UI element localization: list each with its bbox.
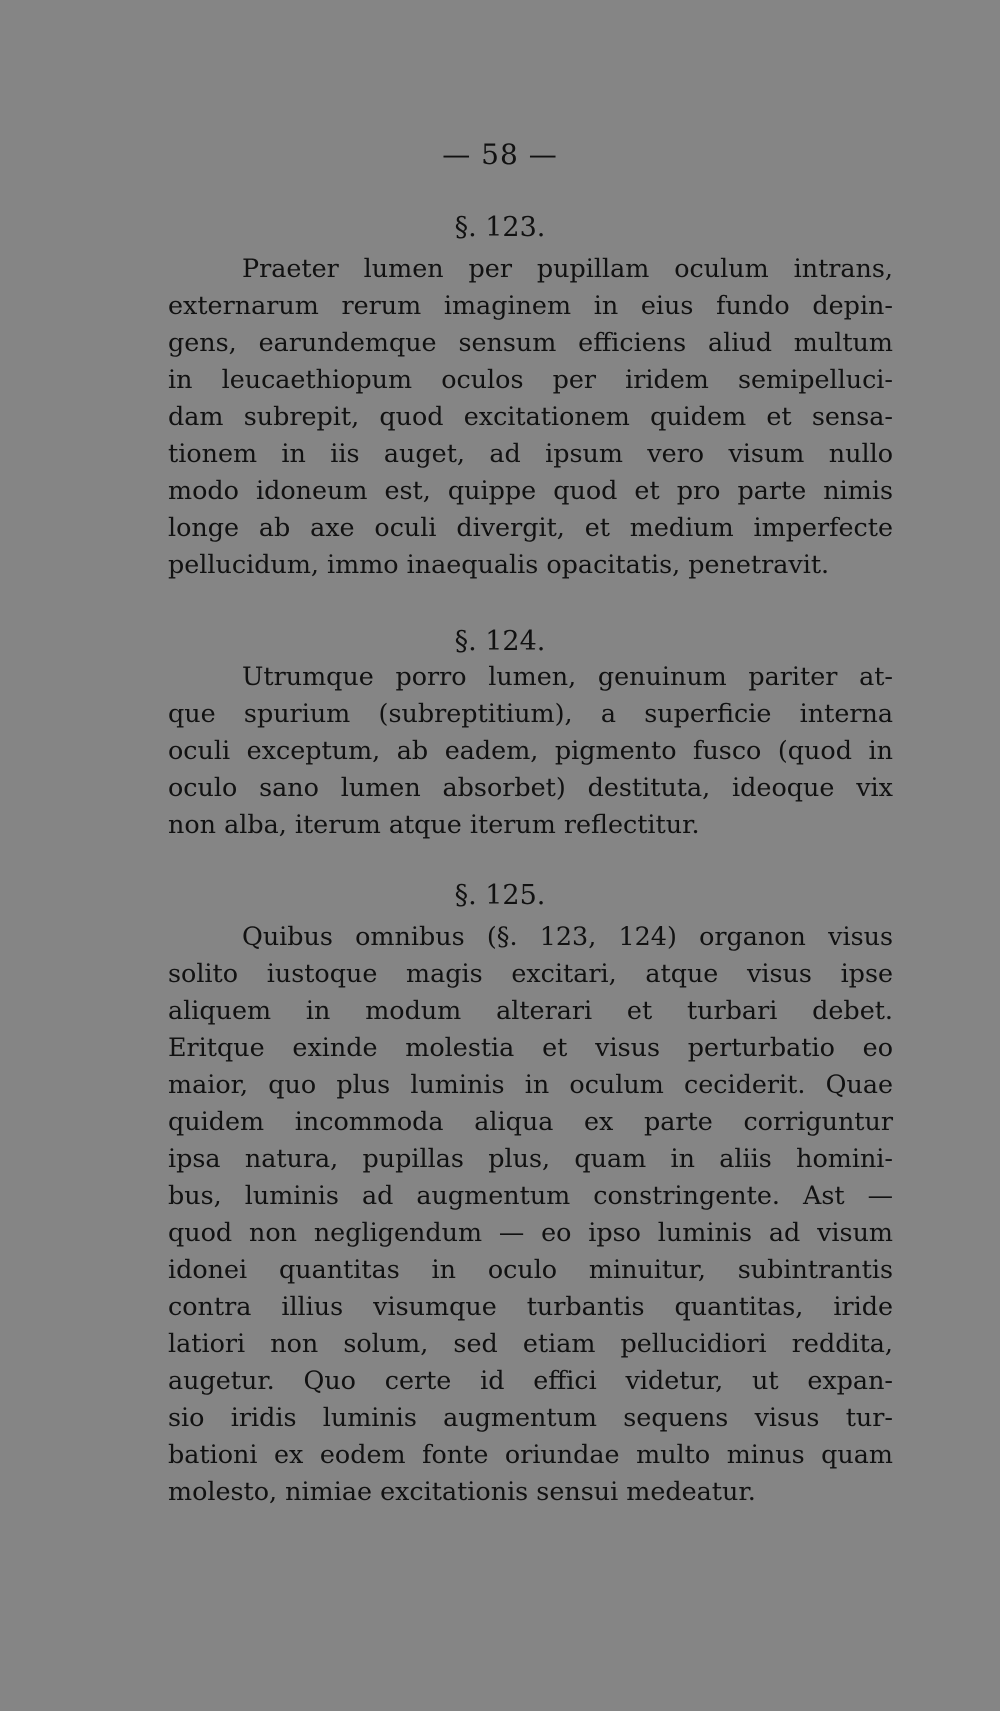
text-line: bationi ex eodem fonte oriundae multo minus quam (168, 1439, 893, 1469)
text-line: Praeter lumen per pupillam oculum intrans, (242, 253, 893, 283)
text-line: ipsa natura, pupillas plus, quam in aliis homini- (168, 1143, 893, 1173)
text-line: augetur. Quo certe id effici videtur, ut expan- (168, 1365, 893, 1395)
text-line: Utrumque porro lumen, genuinum pariter at- (242, 661, 893, 691)
text-line: externarum rerum imaginem in eius fundo depin- (168, 290, 893, 320)
text-line: contra illius visumque turbantis quantitas, iride (168, 1291, 893, 1321)
text-line: gens, earundemque sensum efficiens aliud multum (168, 327, 893, 357)
paragraph-124 (168, 658, 893, 843)
text-line: bus, luminis ad augmentum constringente. Ast — (168, 1180, 893, 1210)
text-line: quod non negligendum — eo ipso luminis ad visum (168, 1217, 893, 1247)
text-line: idonei quantitas in oculo minuitur, subintrantis (168, 1254, 893, 1284)
text-line: quidem incommoda aliqua ex parte corriguntur (168, 1106, 893, 1136)
section-heading-123: §. 123. (454, 212, 546, 243)
text-line: in leucaethiopum oculos per iridem semipelluci- (168, 364, 893, 394)
section-heading-124: §. 124. (454, 626, 546, 657)
text-line: pellucidum, immo inaequalis opacitatis, penetravit. (168, 549, 830, 579)
paragraph-125 (168, 918, 893, 1510)
text-line: aliquem in modum alterari et turbari debet. (168, 995, 893, 1025)
text-line: sio iridis luminis augmentum sequens visus tur- (168, 1402, 893, 1432)
text-line: non alba, iterum atque iterum reflectitur. (168, 809, 700, 839)
text-line: molesto, nimiae excitationis sensui medeatur. (168, 1476, 756, 1506)
text-line: maior, quo plus luminis in oculum ceciderit. Quae (168, 1069, 893, 1099)
paragraph-123 (168, 250, 893, 583)
text-line: Quibus omnibus (§. 123, 124) organon visus (242, 921, 893, 951)
text-line: que spurium (subreptitium), a superficie interna (168, 698, 893, 728)
text-line: latiori non solum, sed etiam pellucidiori reddita, (168, 1328, 893, 1358)
text-line: longe ab axe oculi divergit, et medium imperfecte (168, 512, 893, 542)
page-number: — 58 — (442, 138, 558, 171)
text-line: tionem in iis auget, ad ipsum vero visum nullo (168, 438, 893, 468)
text-line: solito iustoque magis excitari, atque visus ipse (168, 958, 893, 988)
text-line: Eritque exinde molestia et visus perturbatio eo (168, 1032, 893, 1062)
text-line: oculo sano lumen absorbet) destituta, ideoque vix (168, 772, 893, 802)
text-line: modo idoneum est, quippe quod et pro parte nimis (168, 475, 893, 505)
text-line: dam subrepit, quod excitationem quidem et sensa- (168, 401, 893, 431)
text-line: oculi exceptum, ab eadem, pigmento fusco (quod in (168, 735, 893, 765)
section-heading-125: §. 125. (454, 880, 546, 911)
